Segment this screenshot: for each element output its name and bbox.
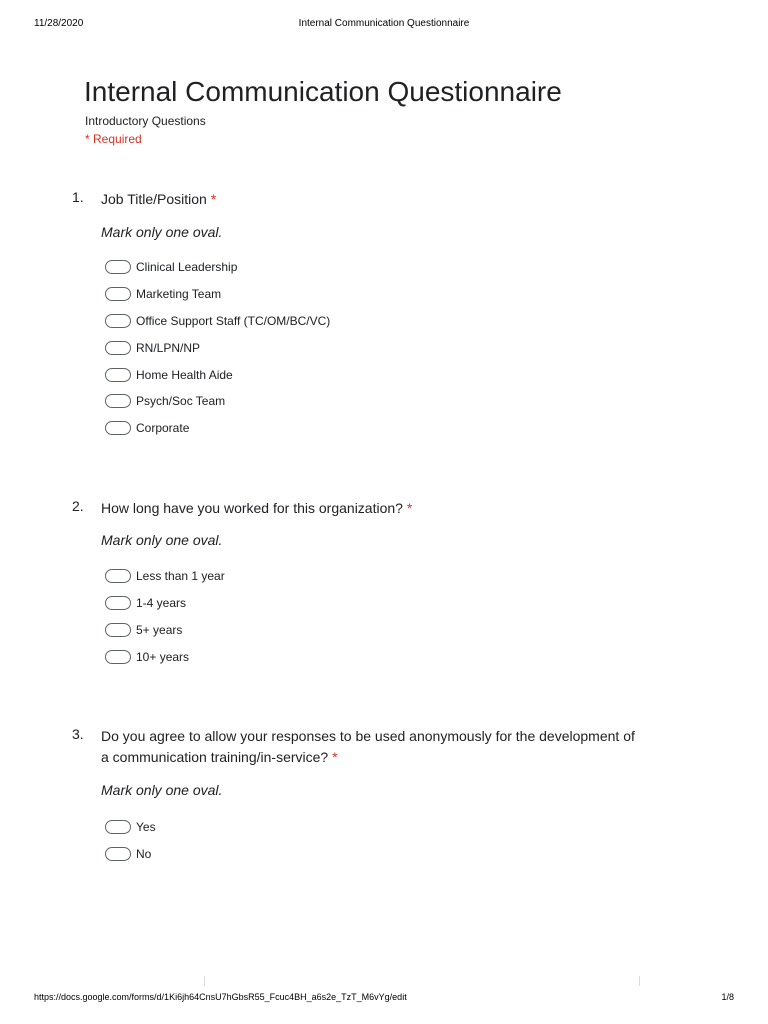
question-label: Do you agree to allow your responses to be used anonymously for the development of a communication training/in-service?: [101, 728, 635, 765]
question-text: [101, 498, 646, 519]
radio-oval[interactable]: [105, 260, 131, 274]
option-label: Corporate: [136, 421, 190, 436]
option-list: [105, 563, 225, 670]
radio-oval[interactable]: [105, 341, 131, 355]
radio-oval[interactable]: [105, 368, 131, 382]
print-date: 11/28/2020: [34, 18, 84, 29]
option-label: RN/LPN/NP: [136, 340, 201, 355]
question-label: Job Title/Position: [101, 191, 207, 207]
option-label: Clinical Leadership: [136, 260, 238, 275]
form-description: Introductory Questions: [85, 114, 206, 128]
page-tick-mark: [639, 976, 640, 986]
radio-oval[interactable]: [105, 596, 131, 610]
question-hint: Mark only one oval.: [101, 224, 223, 240]
question-label: How long have you worked for this organization?: [101, 500, 403, 516]
option-1-4-years[interactable]: [105, 590, 225, 617]
radio-oval[interactable]: [105, 623, 131, 637]
radio-oval[interactable]: [105, 287, 131, 301]
option-clinical-leadership[interactable]: [105, 254, 330, 281]
question-text: [101, 189, 646, 210]
print-page-number: 1/8: [721, 992, 734, 1002]
option-label: Less than 1 year: [136, 569, 225, 584]
option-corporate[interactable]: [105, 415, 330, 442]
option-label: 10+ years: [136, 649, 190, 664]
option-label: 1-4 years: [136, 596, 187, 611]
option-list: [105, 254, 330, 442]
radio-oval[interactable]: [105, 820, 131, 834]
required-note: * Required: [85, 132, 142, 146]
option-home-health-aide[interactable]: [105, 361, 330, 388]
question-number: 3.: [72, 726, 84, 742]
option-label: No: [136, 847, 152, 862]
option-label: Yes: [136, 820, 156, 835]
form-title: Internal Communication Questionnaire: [84, 76, 562, 107]
radio-oval[interactable]: [105, 421, 131, 435]
page-tick-mark: [204, 976, 205, 986]
option-yes[interactable]: [105, 814, 156, 841]
option-label: 5+ years: [136, 622, 183, 637]
question-hint: Mark only one oval.: [101, 782, 223, 798]
required-star: *: [406, 500, 413, 516]
option-label: Marketing Team: [136, 287, 222, 302]
radio-oval[interactable]: [105, 650, 131, 664]
question-text: [101, 726, 646, 768]
print-url: https://docs.google.com/forms/d/1Ki6jh64CnsU7hGbsR55_Fcuc4BH_a6s2e_TzT_M6vYg/edit: [34, 992, 407, 1002]
required-star: *: [210, 191, 217, 207]
option-label: Home Health Aide: [136, 367, 233, 382]
radio-oval[interactable]: [105, 847, 131, 861]
question-number: 2.: [72, 498, 84, 514]
option-10-plus-years[interactable]: [105, 643, 225, 670]
question-hint: Mark only one oval.: [101, 532, 223, 548]
option-label: Office Support Staff (TC/OM/BC/VC): [136, 313, 331, 328]
radio-oval[interactable]: [105, 314, 131, 328]
radio-oval[interactable]: [105, 394, 131, 408]
option-5-plus-years[interactable]: [105, 617, 225, 644]
radio-oval[interactable]: [105, 569, 131, 583]
option-label: Psych/Soc Team: [136, 394, 226, 409]
print-header: [0, 18, 768, 32]
option-list: [105, 814, 156, 868]
option-no[interactable]: [105, 841, 156, 868]
option-psych-soc-team[interactable]: [105, 388, 330, 415]
option-rn-lpn-np[interactable]: [105, 334, 330, 361]
question-number: 1.: [72, 189, 84, 205]
required-star: *: [332, 749, 338, 765]
print-footer: [0, 992, 768, 1006]
option-marketing-team[interactable]: [105, 281, 330, 308]
option-less-than-1-year[interactable]: [105, 563, 225, 590]
option-office-support-staff[interactable]: [105, 308, 330, 335]
print-title: Internal Communication Questionnaire: [298, 18, 470, 29]
